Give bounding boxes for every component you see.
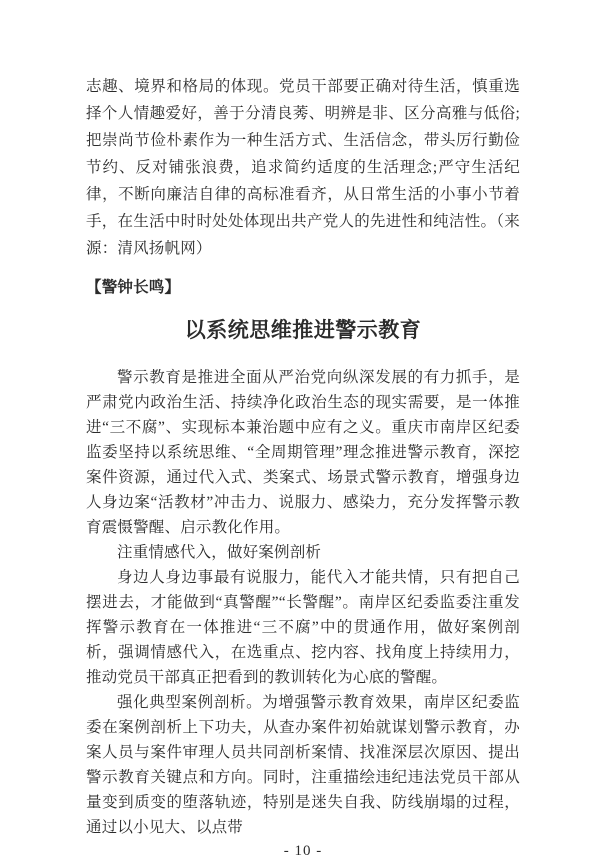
paragraph-emotional-involvement: 身边人身边事最有说服力，能代入才能共情，只有把自己摆进去，才能做到“真警醒”“长警醒”。南岸区纪委监委注重发挥警示教育在一体推进“三不腐”中的贯通作用，做好案例剖析，强调情感代入，在选重点、挖内容、找角度上持续用力，推动党员干部真正把看到的教训转化为心底的警醒。 [86,569,520,686]
section-tag: 【警钟长鸣】 [86,279,181,296]
paragraph-typical-case-analysis: 强化典型案例剖析。为增强警示教育效果，南岸区纪委监委在案例剖析上下功夫，从查办案件初始就谋划警示教育，办案人员与案件审理人员共同剖析案情、找准深层次原因、提出警示教育关键点和方向。同时，注重描绘违纪违法党员干部从量变到质变的堕落轨迹，特别是迷失自我、防线崩塌的过程，通过以小见大、以点带 [86,694,520,836]
content-area [86,0,520,859]
article-title: 以系统思维推进警示教育 [184,318,422,342]
continuation-paragraph: 志趣、境界和格局的体现。党员干部要正确对待生活，慎重选择个人情趣爱好，善于分清良莠、明辨是非、区分高雅与低俗;把崇尚节俭朴素作为一种生活方式、生活信念，带头厉行勤俭节约、反对铺张浪费，追求简约适度的生活理念;严守生活纪律，不断向廉洁自律的高标准看齐，从日常生活的小事小节着手，在生活中时时处处体现出共产党人的先进性和纯洁性。（来源：清风扬帆网） [86,78,520,257]
subheading-case-analysis: 注重情感代入，做好案例剖析 [117,544,322,561]
lead-paragraph: 警示教育是推进全面从严治党向纵深发展的有力抓手，是严肃党内政治生活、持续净化政治生态的现实需要，是一体推进“三不腐”、实现标本兼治题中应有之义。重庆市南岸区纪委监委坚持以系统思维、“全周期管理”理念推进警示教育，深挖案件资源，通过代入式、类案式、场景式警示教育，增强身边人身边案“活教材”冲击力、说服力、感染力，充分发挥警示教育震慑警醒、启示教化作用。 [86,369,520,536]
page-number: - 10 - [283,843,323,859]
